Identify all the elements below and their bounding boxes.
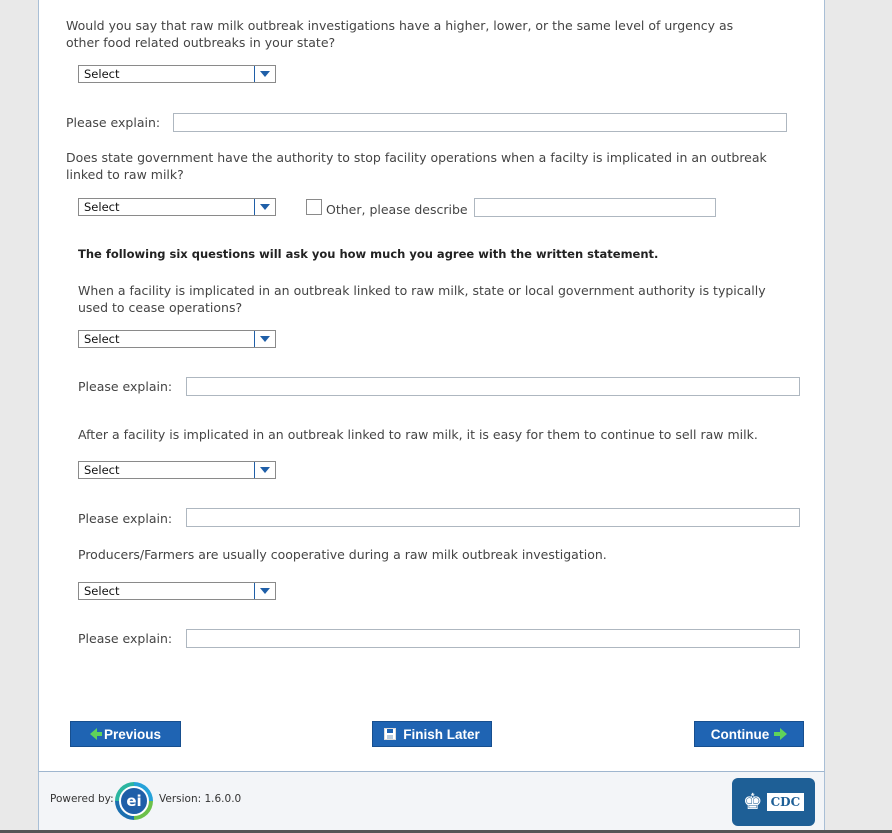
ei-logo-text: ei [119,786,149,816]
powered-by-label: Powered by: [50,793,114,805]
continue-selling-select[interactable] [78,461,276,479]
question-cooperative: Producers/Farmers are usually cooperative during a raw milk outbreak investigation. [78,547,607,562]
footer [38,771,825,830]
section-intro: The following six questions will ask you how much you agree with the written statement. [78,247,659,261]
hhs-eagle-icon: ♚ [742,789,763,815]
select-value: Select [84,332,120,346]
other-describe-input[interactable] [474,198,716,217]
finish-later-button[interactable] [372,721,492,747]
previous-button[interactable] [70,721,181,747]
arrow-right-icon [780,728,787,740]
other-checkbox[interactable] [306,199,322,215]
cease-operations-explain-input[interactable] [186,377,800,396]
select-value: Select [84,584,120,598]
chevron-down-icon [254,66,275,82]
authority-select[interactable] [78,198,276,216]
question-cease-operations: When a facility is implicated in an outbreak linked to raw milk, state or local government authority is typically used to cease operations? [78,283,766,315]
cease-operations-select[interactable] [78,330,276,348]
urgency-explain-input[interactable] [173,113,787,132]
other-label: Other, please describe [326,202,468,217]
version-label: Version: 1.6.0.0 [159,793,242,805]
cooperative-explain-input[interactable] [186,629,800,648]
select-value: Select [84,67,120,81]
cdc-logo[interactable] [732,778,815,826]
explain-label: Please explain: [66,115,161,130]
chevron-down-icon [254,199,275,215]
previous-label: Previous [103,726,162,742]
select-value: Select [84,200,120,214]
cdc-logo-text: CDC [767,793,805,811]
continue-button[interactable] [694,721,804,747]
question-authority: Does state government have the authority to stop facility operations when a facilty is implicated in an outbreak linked to raw milk? [66,150,767,182]
chevron-down-icon [254,462,275,478]
save-disk-icon [384,728,396,740]
finish-later-label: Finish Later [403,726,480,742]
urgency-select[interactable] [78,65,276,83]
explain-label: Please explain: [78,511,173,526]
question-continue-selling: After a facility is implicated in an outbreak linked to raw milk, it is easy for them to continue to sell raw milk. [78,427,758,442]
chevron-down-icon [254,583,275,599]
chevron-down-icon [254,331,275,347]
explain-label: Please explain: [78,379,173,394]
arrow-left-icon [90,728,97,740]
cooperative-select[interactable] [78,582,276,600]
ei-logo [115,782,153,820]
explain-label: Please explain: [78,631,173,646]
continue-selling-explain-input[interactable] [186,508,800,527]
question-urgency: Would you say that raw milk outbreak investigations have a higher, lower, or the same level of urgency as other food related outbreaks in your state? [66,18,734,50]
continue-label: Continue [710,726,770,742]
select-value: Select [84,463,120,477]
